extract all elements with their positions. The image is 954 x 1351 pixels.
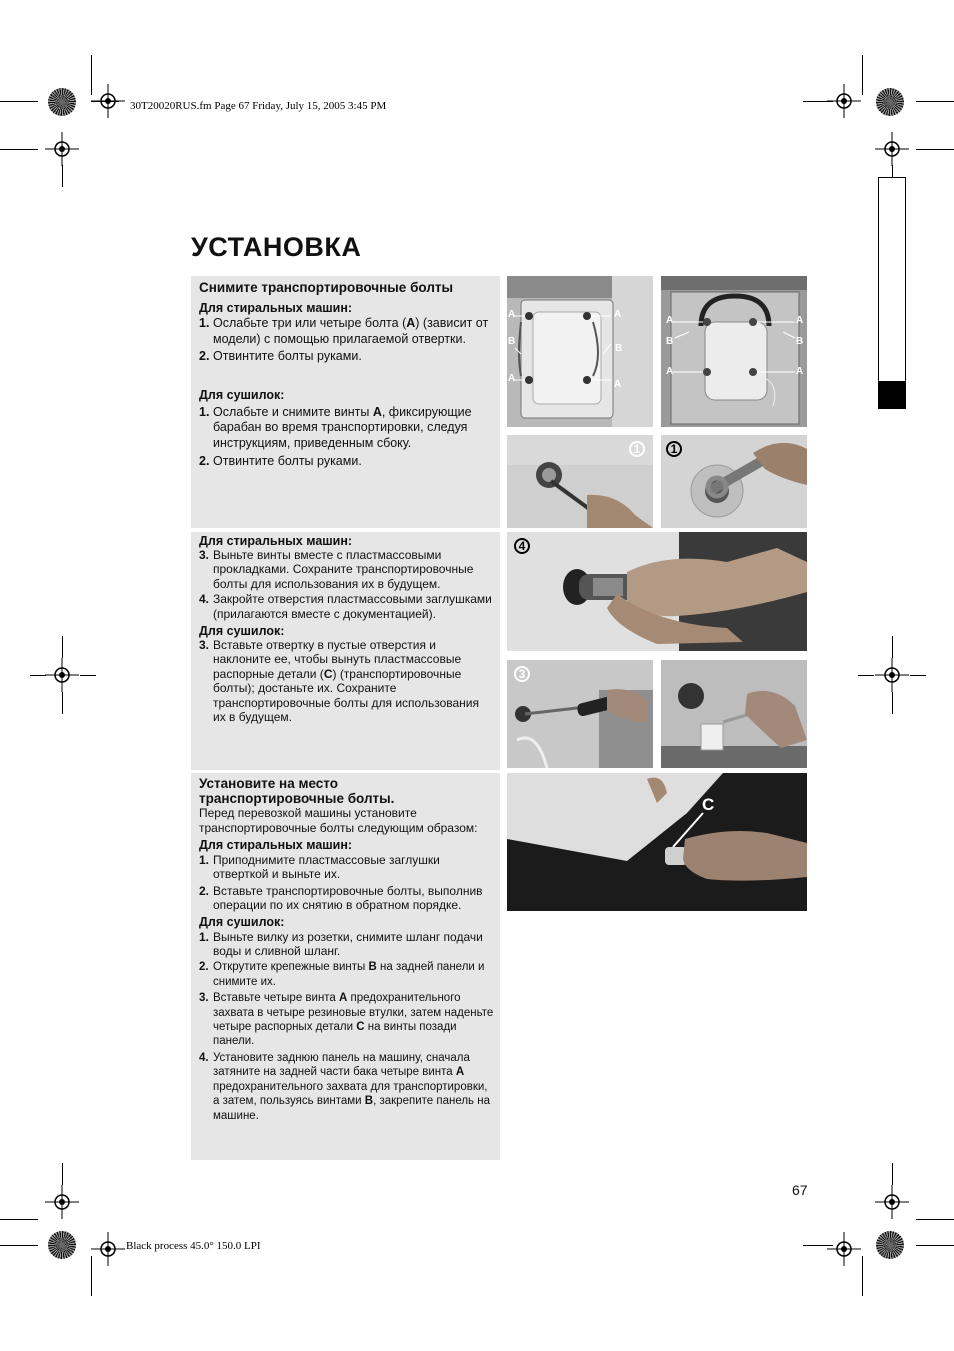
list-item: 3. Вставьте четыре винта A предохранительного захвата в четыре резиновые втулки, затем наденьте четыре распорных детали C на винты позади панели. — [199, 992, 494, 1048]
photo-spacer-c — [507, 773, 807, 911]
label-a: A — [666, 366, 674, 377]
section-intro: Перед перевозкой машины установите транспортировочные болты следующим образом: — [199, 806, 478, 835]
list-item: 1. Выньте вилку из розетки, снимите шланг подачи воды и сливной шланг. — [199, 929, 483, 959]
list-item: 3. Выньте винты вместе с пластмассовыми прокладками. Сохраните транспортировочные болты для использования их в будущем. — [199, 548, 474, 591]
process-info-footer: Black process 45.0° 150.0 LPI — [126, 1240, 261, 1252]
subheading-dryers: Для сушилок: — [199, 387, 285, 402]
label-a: A — [796, 315, 804, 326]
photo-remove-spacer — [661, 660, 807, 768]
label-a: A — [508, 309, 516, 320]
list-item: 2. Отвинтите болты руками. — [199, 453, 362, 468]
page-number: 67 — [792, 1182, 808, 1198]
list-item: 1. Ослабьте три или четыре болта (A) (зависит от модели) с помощью прилагаемой отвертки. — [199, 316, 489, 346]
list-item: 4. Закройте отверстия пластмассовыми заглушками (прилагаются вместе с документацией). — [199, 592, 492, 621]
photo-pull-bolt — [507, 532, 807, 651]
crosshair-icon — [45, 132, 79, 166]
crosshair-icon — [875, 658, 909, 692]
list-item: 4. Установите заднюю панель на машину, сначала затяните на задней части бака четыре винта A предохранительного захвата для транспортировки, а затем, пользуясь винтами B, закрепите панель на машине. — [199, 1051, 490, 1122]
section-reinstall-bolts — [191, 773, 500, 1160]
subheading-dryers: Для сушилок: — [199, 914, 285, 929]
crosshair-icon — [91, 84, 125, 118]
crosshair-icon — [45, 1185, 79, 1219]
photo-dryer-back-panel — [661, 276, 807, 427]
label-a: A — [796, 366, 804, 377]
section-heading: Снимите транспортировочные болты — [199, 280, 454, 295]
crosshair-icon — [827, 1232, 861, 1266]
registration-disc-icon — [876, 88, 904, 116]
registration-disc-icon — [876, 1231, 904, 1259]
list-item: 2. Вставьте транспортировочные болты, выполнив операции по их снятию в обратном порядке. — [199, 883, 483, 913]
label-b: B — [508, 336, 516, 347]
crosshair-icon — [827, 84, 861, 118]
photo-washer-back-panel — [507, 276, 653, 427]
list-item: 1. Ослабьте и снимите винты A, фиксирующие барабан во время транспортировки, следуя инструкциям, приведенным сбоку. — [199, 404, 472, 450]
label-b: B — [615, 343, 623, 354]
step-badge: 1 — [666, 441, 682, 457]
list-item: 2. Открутите крепежные винты B на задней панели и снимите их. — [199, 961, 485, 988]
list-item: 1. Приподнимите пластмассовые заглушки отверткой и выньте их. — [199, 853, 440, 882]
chapter-side-tab-marker — [878, 381, 906, 409]
label-b: B — [796, 336, 804, 347]
subheading-washers: Для стиральных машин: — [199, 838, 353, 852]
photo-wrench-bolt — [661, 435, 807, 528]
crosshair-icon — [45, 658, 79, 692]
file-info-header: 30T20020RUS.fm Page 67 Friday, July 15, 2005 3:45 PM — [130, 100, 387, 112]
label-a: A — [614, 309, 622, 320]
section-remove-bolts — [191, 276, 500, 528]
registration-disc-icon — [48, 1231, 76, 1259]
label-b: B — [666, 336, 674, 347]
crosshair-icon — [875, 132, 909, 166]
chapter-side-tab — [878, 177, 906, 409]
crosshair-icon — [91, 1232, 125, 1266]
section-heading: Установите на место транспортировочные болты. — [199, 776, 395, 806]
label-a: A — [614, 379, 622, 390]
label-c: C — [702, 795, 715, 814]
crosshair-icon — [875, 1185, 909, 1219]
subheading-dryers: Для сушилок: — [199, 624, 285, 639]
step-badge: 1 — [629, 441, 645, 457]
list-item: 2. Отвинтите болты руками. — [199, 349, 362, 364]
label-a: A — [666, 315, 674, 326]
label-a: A — [508, 373, 516, 384]
step-badge: 4 — [514, 538, 530, 554]
registration-disc-icon — [48, 88, 76, 116]
page-title: УСТАНОВКА — [191, 232, 362, 262]
list-item: 3. Вставьте отвертку в пустые отверстия и наклоните ее, чтобы вынуть пластмассовые распорные детали (C) (транспортировочные болты); достаньте их. Сохраните транспортировочные болты для использования их в будущем. — [199, 638, 479, 725]
section-remove-bolts-continued — [191, 532, 500, 770]
photo-loosen-bolt — [507, 435, 653, 528]
subheading-washers: Для стиральных машин: — [199, 301, 353, 315]
photo-screwdriver-tilt — [507, 660, 653, 768]
subheading-washers: Для стиральных машин: — [199, 534, 353, 548]
step-badge: 3 — [514, 666, 530, 682]
